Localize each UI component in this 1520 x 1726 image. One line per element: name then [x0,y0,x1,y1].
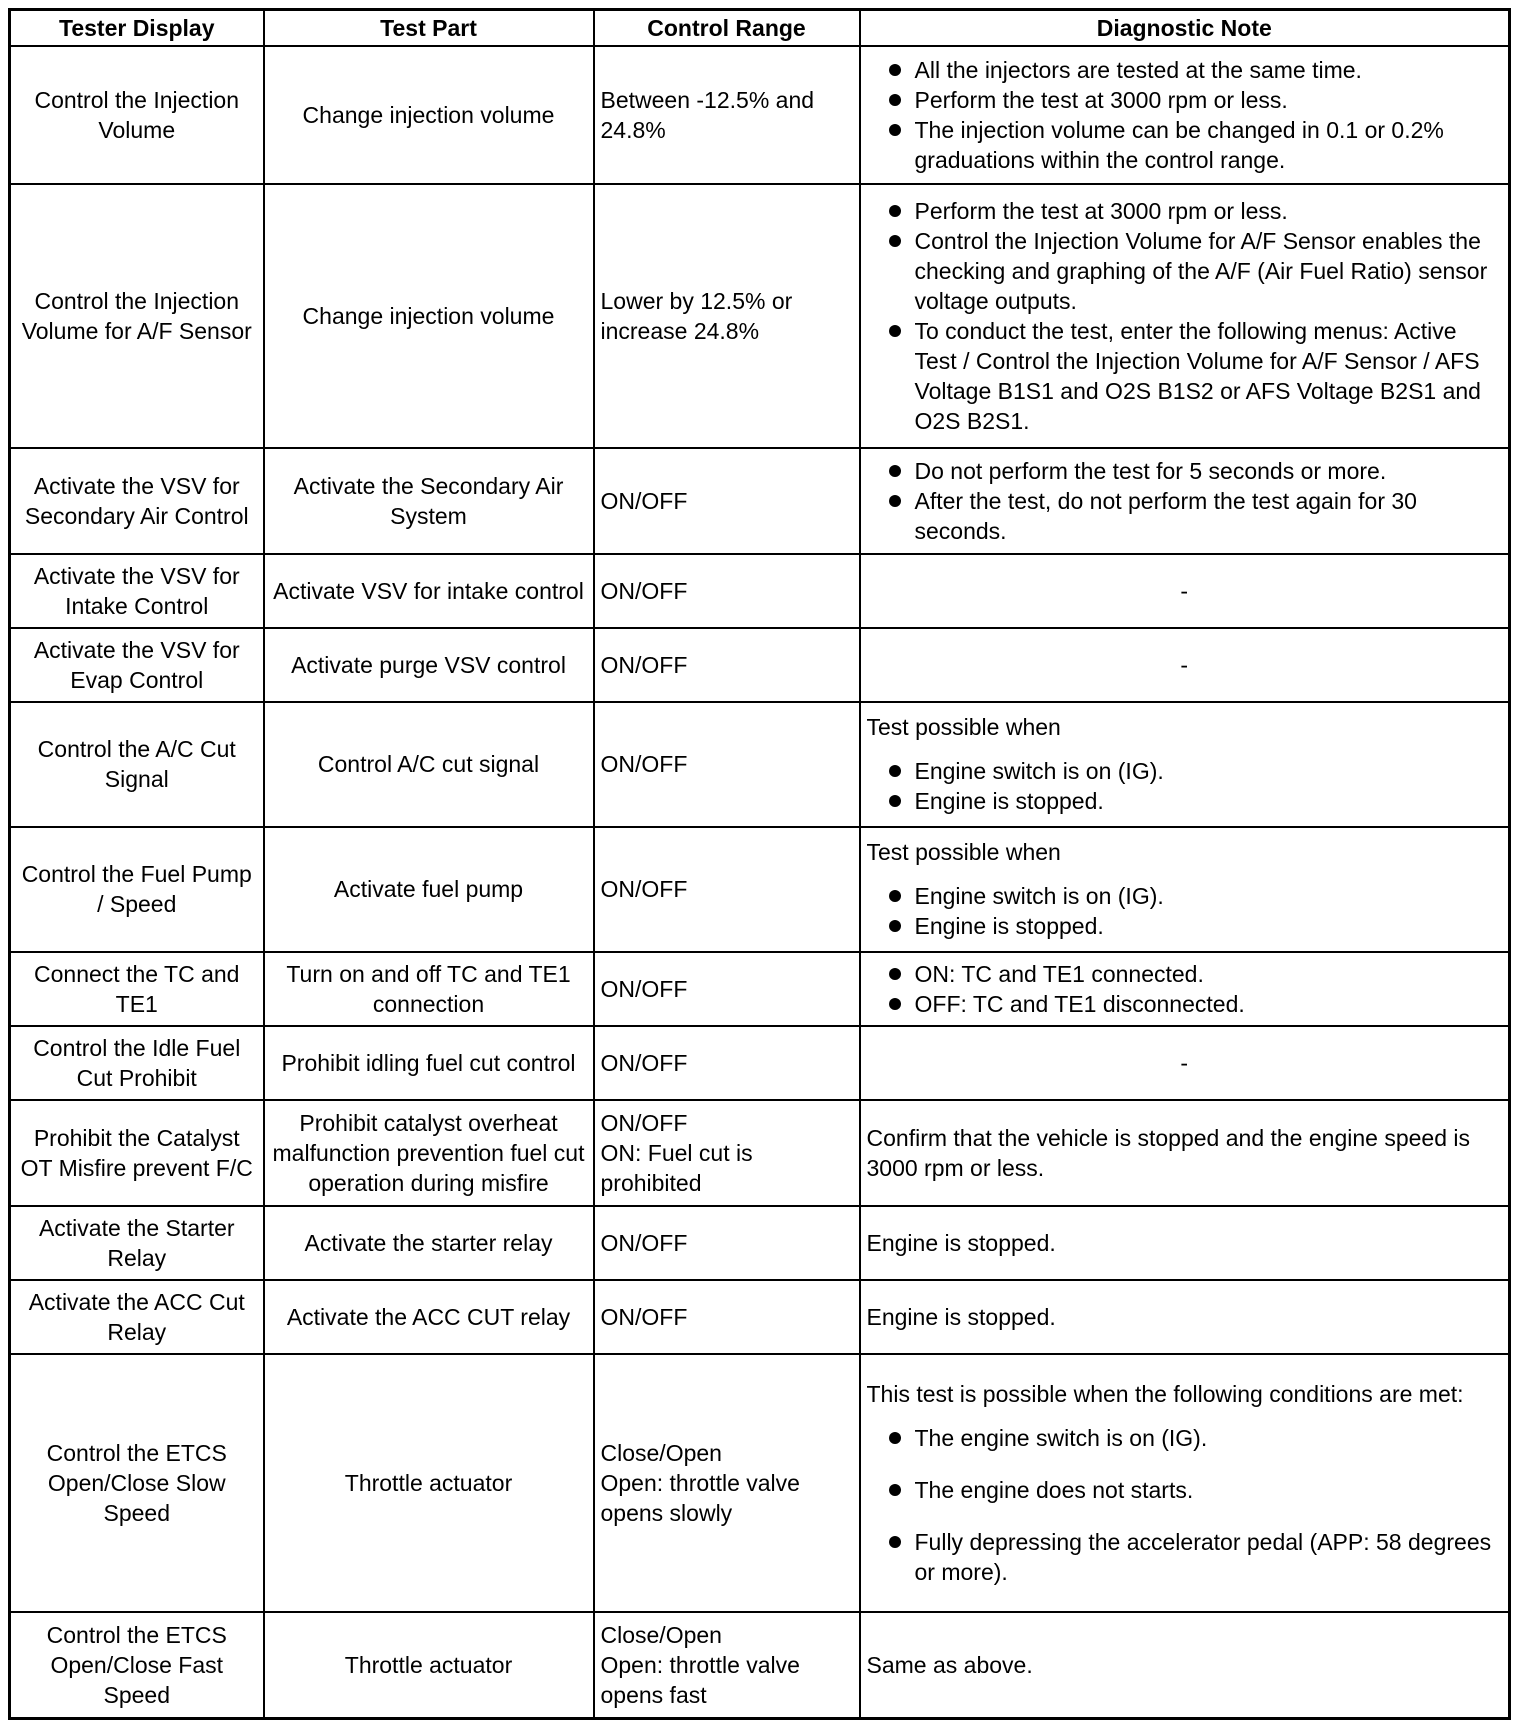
note-item: OFF: TC and TE1 disconnected. [867,989,1503,1019]
note-item: Engine switch is on (IG). [867,756,1503,786]
note-intro: Test possible when [866,839,1061,866]
control-range-cell [594,827,860,952]
control-range-cell [594,702,860,827]
table-row [10,554,1510,628]
tester-display-cell: Connect the TC and TE1 [10,952,264,1026]
control-range-line: ON/OFF [600,652,688,679]
note-item: Engine is stopped. [867,911,1503,941]
test-part-cell: Prohibit catalyst overheat malfunction prevention fuel cut operation during misfire [264,1100,594,1206]
diagnostic-note-cell [860,46,1510,184]
note-item: Perform the test at 3000 rpm or less. [867,196,1503,226]
test-part-cell: Activate fuel pump [264,827,594,952]
test-part-cell: Change injection volume [264,184,594,449]
tester-display-cell: Control the ETCS Open/Close Fast Speed [10,1612,264,1718]
note-list [867,1423,1503,1587]
header-row [10,10,1510,47]
control-range-cell [594,1026,860,1100]
diagnostic-note-cell: Confirm that the vehicle is stopped and the engine speed is 3000 rpm or less. [860,1100,1510,1206]
note-item: The injection volume can be changed in 0.1 or 0.2% graduations within the control range. [867,115,1503,175]
tester-display-cell: Control the Idle Fuel Cut Prohibit [10,1026,264,1100]
diagnostic-note-cell [860,1354,1510,1612]
test-part-cell: Activate the ACC CUT relay [264,1280,594,1354]
test-part-cell: Activate the Secondary Air System [264,448,594,554]
control-range-line: ON/OFF [600,577,688,604]
note-item: After the test, do not perform the test again for 30 seconds. [867,486,1503,546]
note-item: To conduct the test, enter the following menus: Active Test / Control the Injection Volume for A/F Sensor / AFS Voltage B1S1 and O2S B1S2 or AFS Voltage B2S1 and O2S B2S1. [867,316,1503,436]
control-range-cell [594,184,860,449]
note-item: Do not perform the test for 5 seconds or more. [867,456,1503,486]
diagnostic-note-cell [860,702,1510,827]
control-range-line: Open: throttle valve opens fast [600,1652,800,1708]
note-list [867,55,1503,175]
diagnostic-note-cell: Engine is stopped. [860,1280,1510,1354]
test-part-cell: Throttle actuator [264,1612,594,1718]
control-range-line: ON/OFF [600,1229,688,1256]
control-range-line: Lower by 12.5% or increase 24.8% [600,287,793,344]
test-part-cell: Activate the starter relay [264,1206,594,1280]
table-row [10,1100,1510,1206]
note-intro: Test possible when [866,714,1061,741]
diagnostic-note-cell [860,448,1510,554]
diagnostic-note-cell: - [860,628,1510,702]
note-list [867,456,1503,546]
active-test-table [8,8,1511,1720]
tester-display-cell: Activate the Starter Relay [10,1206,264,1280]
tester-display-cell: Control the ETCS Open/Close Slow Speed [10,1354,264,1612]
control-range-cell [594,1612,860,1718]
test-part-cell: Throttle actuator [264,1354,594,1612]
diagnostic-note-cell [860,952,1510,1026]
note-item: Perform the test at 3000 rpm or less. [867,85,1503,115]
header-tester-display: Tester Display [10,10,264,47]
test-part-cell: Prohibit idling fuel cut control [264,1026,594,1100]
tester-display-cell: Control the Injection Volume for A/F Sensor [10,184,264,449]
control-range-cell [594,1280,860,1354]
table-row [10,628,1510,702]
control-range-cell [594,1206,860,1280]
control-range-line: Between -12.5% and 24.8% [600,86,815,143]
table-row [10,448,1510,554]
control-range-line: ON/OFF [600,975,688,1002]
control-range-line: ON/OFF [600,1303,688,1330]
note-list [867,756,1503,816]
diagnostic-note-cell [860,184,1510,449]
table-row [10,952,1510,1026]
test-part-cell: Control A/C cut signal [264,702,594,827]
table-row [10,1280,1510,1354]
control-range-line: ON/OFF [600,876,688,903]
tester-display-cell: Activate the ACC Cut Relay [10,1280,264,1354]
control-range-cell [594,448,860,554]
note-item: The engine switch is on (IG). [867,1423,1503,1453]
note-item: Engine is stopped. [867,786,1503,816]
tester-display-cell: Control the Fuel Pump / Speed [10,827,264,952]
table-row [10,46,1510,184]
diagnostic-note-cell: Engine is stopped. [860,1206,1510,1280]
control-range-line: ON: Fuel cut is prohibited [600,1139,753,1196]
table-row [10,184,1510,449]
note-list [867,959,1503,1019]
tester-display-cell: Activate the VSV for Secondary Air Control [10,448,264,554]
control-range-line: ON/OFF [600,1049,688,1076]
note-item: The engine does not starts. [867,1475,1503,1505]
note-item: Engine switch is on (IG). [867,881,1503,911]
control-range-line: ON/OFF [600,488,688,515]
header-diagnostic-note: Diagnostic Note [860,10,1510,47]
tester-display-cell: Control the Injection Volume [10,46,264,184]
table-row [10,702,1510,827]
diagnostic-note-cell: Same as above. [860,1612,1510,1718]
table-body [10,46,1510,1719]
header-control-range: Control Range [594,10,860,47]
note-item: Fully depressing the accelerator pedal (APP: 58 degrees or more). [867,1527,1503,1587]
control-range-cell [594,554,860,628]
diagnostic-note-cell: - [860,1026,1510,1100]
note-list [867,196,1503,436]
table-row [10,1026,1510,1100]
control-range-line: Close/Open [600,1622,722,1648]
note-item: Control the Injection Volume for A/F Sensor enables the checking and graphing of the A/F (Air Fuel Ratio) sensor voltage outputs. [867,226,1503,316]
control-range-cell [594,628,860,702]
note-intro: This test is possible when the following conditions are met: [866,1380,1464,1407]
test-part-cell: Activate purge VSV control [264,628,594,702]
tester-display-cell: Activate the VSV for Evap Control [10,628,264,702]
note-item: ON: TC and TE1 connected. [867,959,1503,989]
control-range-cell [594,46,860,184]
tester-display-cell: Activate the VSV for Intake Control [10,554,264,628]
control-range-line: ON/OFF [600,751,688,778]
control-range-cell [594,1354,860,1612]
header-test-part: Test Part [264,10,594,47]
control-range-cell [594,1100,860,1206]
control-range-line: Close/Open [600,1439,722,1466]
diagnostic-note-cell: - [860,554,1510,628]
table-row [10,1354,1510,1612]
test-part-cell: Activate VSV for intake control [264,554,594,628]
table-row [10,827,1510,952]
tester-display-cell: Prohibit the Catalyst OT Misfire prevent F/C [10,1100,264,1206]
diagnostic-note-cell [860,827,1510,952]
control-range-line: ON/OFF [600,1109,688,1136]
control-range-line: Open: throttle valve opens slowly [600,1469,800,1526]
tester-display-cell: Control the A/C Cut Signal [10,702,264,827]
table-row [10,1612,1510,1718]
note-list [867,881,1503,941]
control-range-cell [594,952,860,1026]
note-item: All the injectors are tested at the same time. [867,55,1503,85]
test-part-cell: Change injection volume [264,46,594,184]
table-row [10,1206,1510,1280]
test-part-cell: Turn on and off TC and TE1 connection [264,952,594,1026]
